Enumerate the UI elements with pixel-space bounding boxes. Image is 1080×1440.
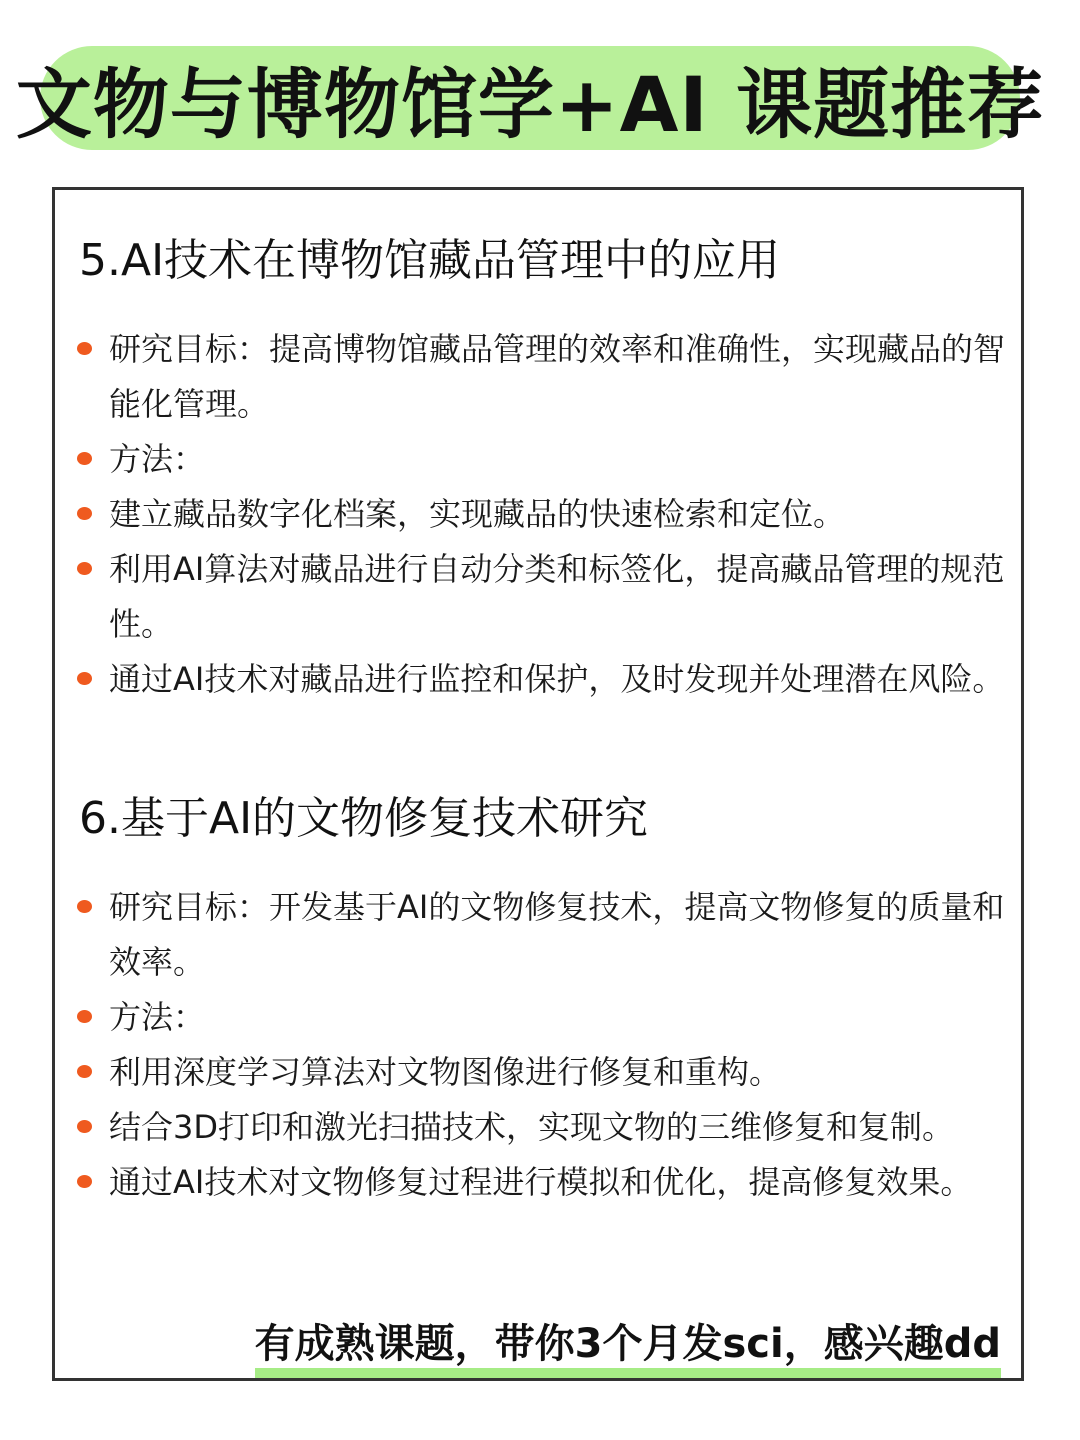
list-item-text: 结合3D打印和激光扫描技术，实现文物的三维修复和复制。 xyxy=(109,1108,955,1146)
list-item xyxy=(77,487,1007,542)
content-card xyxy=(52,187,1024,1381)
section-heading: 5.AI技术在博物馆藏品管理中的应用 xyxy=(77,230,798,292)
list-item-text: 建立藏品数字化档案，实现藏品的快速检索和定位。 xyxy=(109,495,846,533)
list-item xyxy=(77,322,1007,432)
bullet-dot-icon xyxy=(77,1120,92,1133)
list-item xyxy=(77,880,1007,990)
bullet-dot-icon xyxy=(77,507,92,520)
topic-section-6 xyxy=(77,788,1007,1210)
cta-banner xyxy=(255,1316,1001,1378)
bullet-dot-icon xyxy=(77,562,92,575)
list-item xyxy=(77,542,1007,652)
cta-text: 有成熟课题，带你3个月发sci，感兴趣dd xyxy=(254,1321,1001,1367)
list-item-text: 研究目标：提高博物馆藏品管理的效率和准确性，实现藏品的智能化管理。 xyxy=(109,330,1006,423)
list-item-text: 利用AI算法对藏品进行自动分类和标签化，提高藏品管理的规范性。 xyxy=(109,550,1005,643)
list-item-text: 方法： xyxy=(109,998,206,1036)
list-item-text: 通过AI技术对藏品进行监控和保护，及时发现并处理潜在风险。 xyxy=(109,660,1005,698)
page-title-banner xyxy=(15,46,1045,150)
page-title: 文物与博物馆学+AI 课题推荐 xyxy=(15,59,1045,149)
bullet-dot-icon xyxy=(77,900,92,913)
section-heading: 6.基于AI的文物修复技术研究 xyxy=(77,788,666,850)
bullet-list xyxy=(77,880,1007,1210)
bullet-dot-icon xyxy=(77,1010,92,1023)
list-item xyxy=(77,1155,1007,1210)
bullet-dot-icon xyxy=(77,342,92,355)
list-item-text: 研究目标：开发基于AI的文物修复技术，提高文物修复的质量和效率。 xyxy=(109,888,1005,981)
bullet-dot-icon xyxy=(77,1175,92,1188)
list-item xyxy=(77,1100,1007,1155)
bullet-dot-icon xyxy=(77,1065,92,1078)
topic-section-5 xyxy=(77,230,1007,707)
list-item-text: 利用深度学习算法对文物图像进行修复和重构。 xyxy=(109,1053,782,1091)
list-item xyxy=(77,990,1007,1045)
bullet-dot-icon xyxy=(77,452,92,465)
list-item xyxy=(77,1045,1007,1100)
list-item xyxy=(77,432,1007,487)
list-item xyxy=(77,652,1007,707)
bullet-list xyxy=(77,322,1007,707)
list-item-text: 方法： xyxy=(109,440,206,478)
list-item-text: 通过AI技术对文物修复过程进行模拟和优化，提高修复效果。 xyxy=(109,1163,973,1201)
bullet-dot-icon xyxy=(77,672,92,685)
